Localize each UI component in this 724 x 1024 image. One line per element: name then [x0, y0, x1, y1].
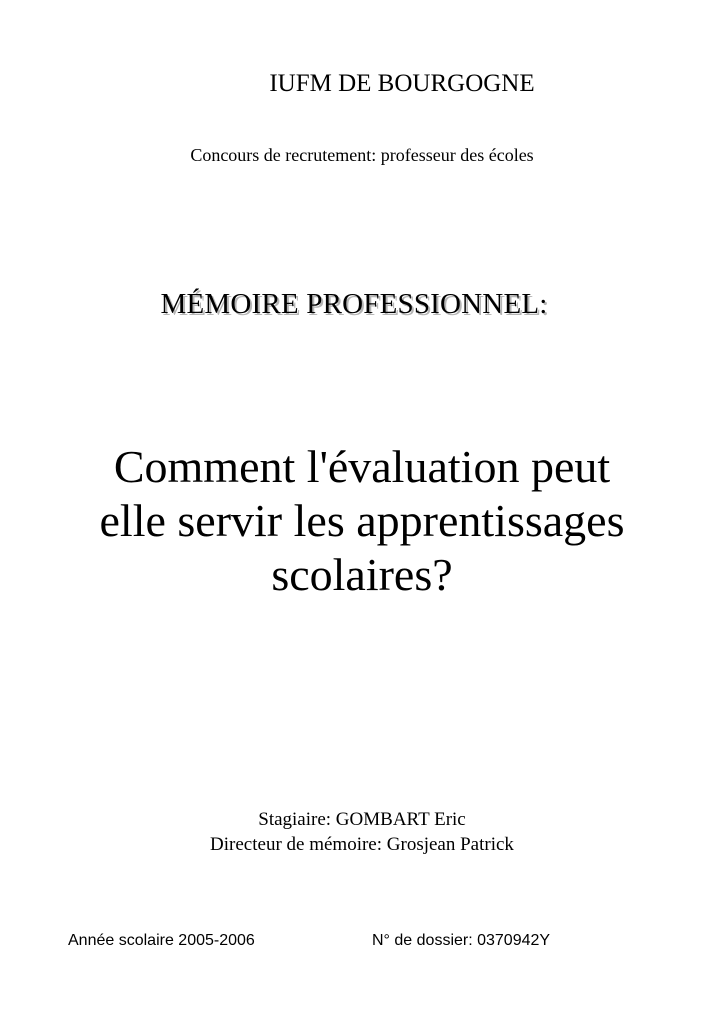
school-year: Année scolaire 2005-2006 — [68, 932, 255, 949]
dossier-number: N° de dossier: 0370942Y — [372, 932, 551, 949]
memoire-heading: MÉMOIRE PROFESSIONNEL: — [160, 288, 548, 320]
thesis-title — [0, 440, 724, 602]
stagiaire-name: Stagiaire: GOMBART Eric — [258, 809, 466, 830]
thesis-title-line: Comment l'évaluation peut — [113, 441, 611, 492]
thesis-title-line: elle servir les apprentissages — [99, 495, 625, 546]
institution-name: IUFM DE BOURGOGNE — [269, 70, 535, 97]
thesis-title-line: scolaires? — [271, 549, 453, 600]
directeur-name: Directeur de mémoire: Grosjean Patrick — [210, 834, 514, 855]
concours-subtitle: Concours de recrutement: professeur des écoles — [190, 145, 534, 165]
